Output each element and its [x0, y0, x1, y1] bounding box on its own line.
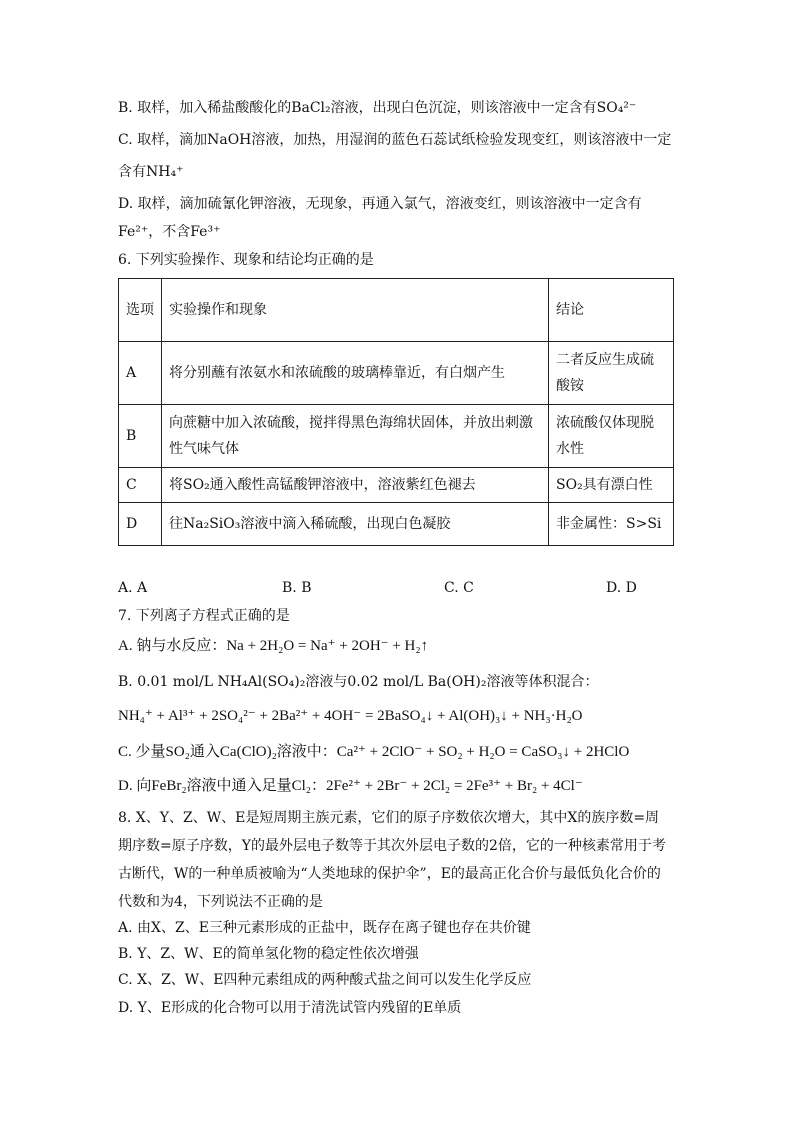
- choice-b: B. B: [282, 580, 312, 596]
- q5-option-b: B. 取样，加入稀盐酸酸化的BaCl₂溶液，出现白色沉淀，则该溶液中一定含有SO₄²⁻: [118, 100, 637, 116]
- q8-option-b: B. Y、Z、W、E的简单氢化物的稳定性依次增强: [118, 946, 419, 962]
- table-header-row: [119, 279, 674, 342]
- q8-stem-line4: 代数和为4，下列说法不正确的是: [118, 894, 323, 910]
- q8-option-d: D. Y、E形成的化合物可以用于清洗试管内残留的E单质: [118, 1000, 462, 1016]
- row-operation: 向蔗糖中加入浓硫酸，搅拌得黑色海绵状固体，并放出刺激性气味气体: [162, 405, 549, 468]
- q8-stem-line1: 8. X、Y、Z、W、E是短周期主族元素，它们的原子序数依次增大，其中X的族序数=周: [118, 810, 660, 826]
- table-row: [119, 503, 674, 546]
- header-conclusion: 结论: [549, 279, 674, 342]
- q7-stem: 7. 下列离子方程式正确的是: [118, 608, 290, 624]
- q6-stem: 6. 下列实验操作、现象和结论均正确的是: [118, 252, 374, 268]
- row-operation: 往Na₂SiO₃溶液中滴入稀硫酸，出现白色凝胶: [162, 503, 549, 546]
- q8-option-a: A. 由X、Z、E三种元素形成的正盐中，既存在离子键也存在共价键: [118, 920, 531, 936]
- q5-option-d-line2: Fe²⁺，不含Fe³⁺: [118, 224, 221, 240]
- choice-c: C. C: [444, 580, 474, 596]
- row-operation: 将分别蘸有浓氨水和浓硫酸的玻璃棒靠近，有白烟产生: [162, 342, 549, 405]
- q7-option-b-line1: B. 0.01 mol/L NH₄Al(SO₄)₂溶液与0.02 mol/L Ba(OH)₂溶液等体积混合：: [118, 674, 599, 690]
- q5-option-c-line1: C. 取样，滴加NaOH溶液，加热，用湿润的蓝色石蕊试纸检验发现变红，则该溶液中一定: [118, 132, 672, 148]
- q7-option-d: D. 向FeBr₂溶液中通入足量Cl₂：2Fe²⁺ + 2Br⁻ + 2Cl₂ = 2Fe³⁺ + Br₂ + 4Cl⁻: [118, 778, 583, 794]
- row-option: D: [119, 503, 162, 546]
- row-option: C: [119, 468, 162, 503]
- table-row: [119, 405, 674, 468]
- q8-stem-line2: 期序数=原子序数，Y的最外层电子数等于其次外层电子数的2倍，它的一种核素常用于考: [118, 838, 666, 854]
- q5-option-d-line1: D. 取样，滴加硫氰化钾溶液，无现象，再通入氯气，溶液变红，则该溶液中一定含有: [118, 196, 642, 212]
- row-conclusion: 二者反应生成硫酸铵: [549, 342, 674, 405]
- row-option: A: [119, 342, 162, 405]
- experiment-table: [118, 278, 674, 546]
- q5-option-c-line2: 含有NH₄⁺: [118, 164, 184, 180]
- q7-option-b-line2: NH₄⁺ + Al³⁺ + 2SO₄²⁻ + 2Ba²⁺ + 4OH⁻ = 2BaSO₄↓ + Al(OH)₃↓ + NH₃·H₂O: [118, 708, 583, 724]
- table-row: [119, 468, 674, 503]
- row-conclusion: 浓硫酸仅体现脱水性: [549, 405, 674, 468]
- header-option: 选项: [119, 279, 162, 342]
- row-conclusion: SO₂具有漂白性: [549, 468, 674, 503]
- row-conclusion: 非金属性：S>Si: [549, 503, 674, 546]
- q7-option-a: A. 钠与水反应：Na + 2H₂O = Na⁺ + 2OH⁻ + H₂↑: [118, 638, 429, 654]
- q8-option-c: C. X、Z、W、E四种元素组成的两种酸式盐之间可以发生化学反应: [118, 972, 532, 988]
- row-option: B: [119, 405, 162, 468]
- row-operation: 将SO₂通入酸性高锰酸钾溶液中，溶液紫红色褪去: [162, 468, 549, 503]
- table-row: [119, 342, 674, 405]
- q7-option-c: C. 少量SO₂通入Ca(ClO)₂溶液中：Ca²⁺ + 2ClO⁻ + SO₂ + H₂O = CaSO₃↓ + 2HClO: [118, 744, 630, 760]
- q8-stem-line3: 古断代，W的一种单质被喻为“人类地球的保护伞”，E的最高正化合价与最低负化合价的: [118, 866, 661, 882]
- header-operation: 实验操作和现象: [162, 279, 549, 342]
- choice-a: A. A: [118, 580, 148, 596]
- choice-d: D. D: [606, 580, 637, 596]
